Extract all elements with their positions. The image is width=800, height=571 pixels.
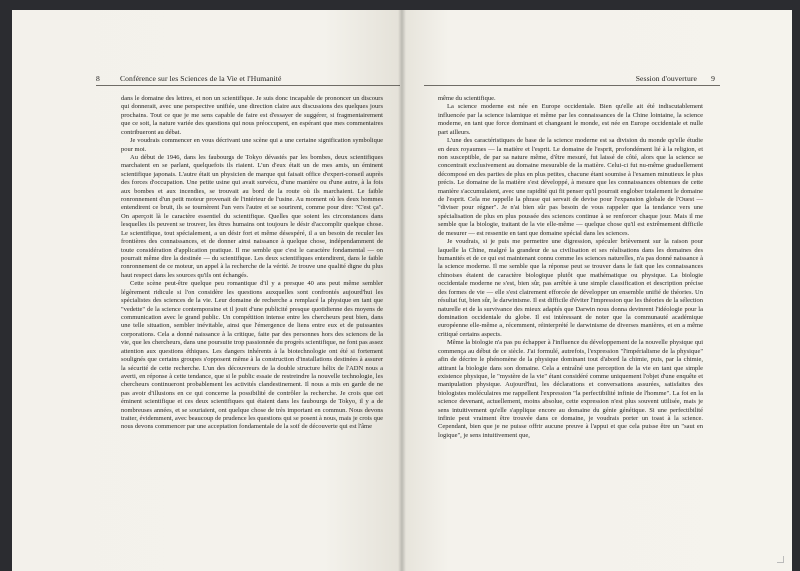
page-number: 8: [96, 74, 100, 83]
left-page: [12, 10, 402, 571]
right-page: [402, 10, 792, 571]
book-gutter: [398, 10, 406, 571]
paragraph: Je voudrais, si je puis me permettre une digression, spéculer brièvement sur la raison pour laquelle la Chine, malgré la grandeur de sa civilisation et ses réalisations dans les domaines des humanités et de ce qui est maintenant connu comme les sciences naturelles, n'a pas donné naissance à la science moderne. Il me semble que la réponse peut se trouver dans le fait que les connaissances chinoises étaient de caractère biologique plutôt que mathématique ou physique. La biologie occidentale moderne ne s'est, bien sûr, pas arrêtée à une simple classification et description précise des formes de vie — elle s'est clairement efforcée de développer un ensemble unifié de théories. Un résultat fut, bien sûr, le darwinisme. Il est difficile d'éviter l'impression que les théories de la sélection naturelle et de la survivance des mieux adaptés que Darwin nous donna devinrent l'idéologie pour la domination occidentale du globe. Il est intéressant de noter que la communauté académique européenne elle-même a, récemment, réinterprété le darwinisme de diverses manières, et en a même critiqué certains aspects.: [438, 238, 703, 338]
header-rule: [96, 85, 400, 86]
paragraph: dans le domaine des lettres, et non un scientifique. Je suis donc incapable de prononcer un discours qui donnerait, avec une perspective unifiée, une direction claire aux discussions des quelques jours prochains. Tout ce que je me sens capable de faire est d'essayer de suggérer, si fragmentairement que ce soit, la nature variée des questions qui nous préoccupent, en espérant que mes commentaires contribueront au débat.: [121, 95, 383, 136]
running-title: Conférence sur les Sciences de la Vie et l'Humanité: [120, 74, 282, 83]
paragraph: La science moderne est née en Europe occidentale. Bien qu'elle ait été indiscutablement influencée par la science islamique et même par les connaissances de la Chine lointaine, la science moderne, en tant que force dominant et changeant le monde, est née en Europe occidentale et nulle part ailleurs.: [438, 103, 703, 136]
page-number: 9: [711, 74, 715, 83]
page-corner-mark: [777, 556, 784, 563]
body-text: [438, 95, 703, 440]
body-text: [121, 95, 383, 432]
paragraph: même du scientifique.: [438, 95, 496, 102]
paragraph: Cette scène peut-être quelque peu romantique d'il y a presque 40 ans peut même sembler légèrement ridicule si l'on considère les questions auxquelles sont confrontés aujourd'hui les spécialistes des sciences de la vie. Leur domaine de recherche a remplacé la physique en tant que "vedette" de la science contemporaine et il jouit d'une publicité presque quotidienne des moyens de communication avec le grand public. Un compétition intense entre les chercheurs peut bien, dans une telle situation, sembler inévitable, ainsi que l'émergence de liens entre eux et de puissantes corporations. Cela a donné naissance à la critique, faite par des personnes hors des sciences de la vie, que les chercheurs, dans une poursuite trop passionnée du progrès scientifique, ne font pas assez attention aux questions éthiques. Les dangers inhérents à la biotechnologie ont été si fortement soulignés que certains groupes s'opposent même à la construction d'installations destinées à assurer la sécurité de cette recherche. L'un des découvreurs de la double structure hélix de l'ADN nous a averti, en réponse à cette tendance, que si le public essaie de restreindre la nouvelle technologie, les chercheurs continueront probablement les activités clandestinement. Il nous a mis en garde de ne pas avoir d'illusions en ce qui concerne la possibilité de contrôler la recherche. Je crois que cet éminent scientifique et ces deux scientifiques qui étaient dans les faubourgs de Tokyo, il y a de nombreuses années, et se souriaient, ont quelque chose de très important en commun. Nous devons traiter, évidemment, avec beaucoup de prudence les questions qui se posent à nous, mais je crois que nous devons commencer par une acceptation fondamentale de la soif de découverte qui est l'âme: [121, 280, 383, 431]
paragraph: L'une des caractéristiques de base de la science moderne est sa division du monde qu'elle étudie en deux royaumes — la matière et l'esprit. Le domaine de l'esprit, profondément lié à la religion, et non susceptible, de par sa nature même, d'être mesuré, fut laissé de côté, alors que la science se concentrait exclusivement au domaine mesurable de la matière. Celui-ci fut nu-même graduellement décomposé en des parties de plus en plus petites, chacune étant soumise à l'examen minutieux le plus précis. Le domaine de la matière s'est développé, à mesure que les connaissances obtenues de cette manière s'accumulaient, avec une rapidité qui fit penser qu'il pourrait englober totalement le domaine de l'esprit. Cela me rappelle la phrase qui servait de devise pour l'expansion globale de l'Ouest — "diviser pour régner". Je n'ai bien sûr pas besoin de vous rappeler que la tendance vers une spécialisation de plus en plus poussée des sciences continue à se renforcer chaque jour. Mais il me semble que la biologie, traitant de la vie elle-même — quelque chose qu'il est extrêmement difficile de mesurer — est ressentie en tant que domaine spécial dans les sciences.: [438, 137, 703, 237]
paragraph: Au début de 1946, dans les faubourgs de Tokyo dévastés par les bombes, deux scientifiques marchaient en se parlant, quelquefois ils riaient. L'un d'eux était un de mes amis, un éminent scientifique japonais. L'autre était un physicien de marque qui faisait office d'expert-conseil auprès des forces d'occupation. Une petite usine qui avait survécu, d'une manière ou d'une autre, à la fois aux bombes et aux incendies, se trouvait au bord de la route où ils marchaient. Le faible ronronnement d'un petit moteur provenait de l'intérieur de l'usine. Au moment où les deux hommes entendirent ce bruit, ils se tournèrent l'un vers l'autre et se sourirent, comme pour dire: "C'est ça". On aperçoit là le caractère essentiel du scientifique. Quelles que soient les circonstances dans lesquelles ils peuvent se trouver, les êtres humains ont toujours le désir d'accomplir quelque chose. Le scientifique, tout spécialement, a un désir fort et même désespéré, il a un besoin de reculer les frontières des connaissances, et de donner ainsi naissance à quelque chose, indépendamment de toute considération d'application pratique. Il me semble que c'est le caractère fondamental — on pourrait même dire la destinée — du scientifique. Les deux scientifiques entendirent, dans le faible ronronnement de ce moteur, un appel à la recherche de la vérité. Je trouve une qualité digne du plus haut respect dans les sources qu'ils ont échangés.: [121, 153, 383, 279]
header-rule: [424, 85, 720, 86]
paragraph: Je voudrais commencer en vous décrivant une scène qui a une certaine signification symbolique pour moi.: [121, 137, 383, 153]
running-title: Session d'ouverture: [635, 74, 697, 83]
open-book: [12, 10, 792, 571]
paragraph: Même la biologie n'a pas pu échapper à l'influence du développement de la nouvelle physique qui commença au début de ce siècle. J'ai formulé, autrefois, l'expression "l'impérialisme de la physique" afin de décrire le phénomène de la physique dominant tout d'abord la chimie, puis, par la chimie, attirant la biologie dans son domaine. Cela a entraîné une perception de la vie en tant que simple existence physique, le "mystère de la vie" étant considéré comme uniquement l'objet d'une enquête et manipulation physique. Aujourd'hui, les déclarations et conversations assurées, satisfaites des biologistes moléculaires me rappellent l'expression "la perfectibilité infinie de l'homme". La foi en la science devenant, actuellement, moins absolue, cette expression n'est plus souvent utilisée, mais je sens intuitivement qu'elle s'applique encore au domaine du génie génétique. Si une perfectibilité infinie peut vraiment être trouvée dans ce domaine, je voudrais porter un toast à la science. Cependant, bien que je ne puisse offrir aucune preuve à l'appui et que cela puisse être un "saut en logique", je sens intuitivement que,: [438, 339, 703, 439]
